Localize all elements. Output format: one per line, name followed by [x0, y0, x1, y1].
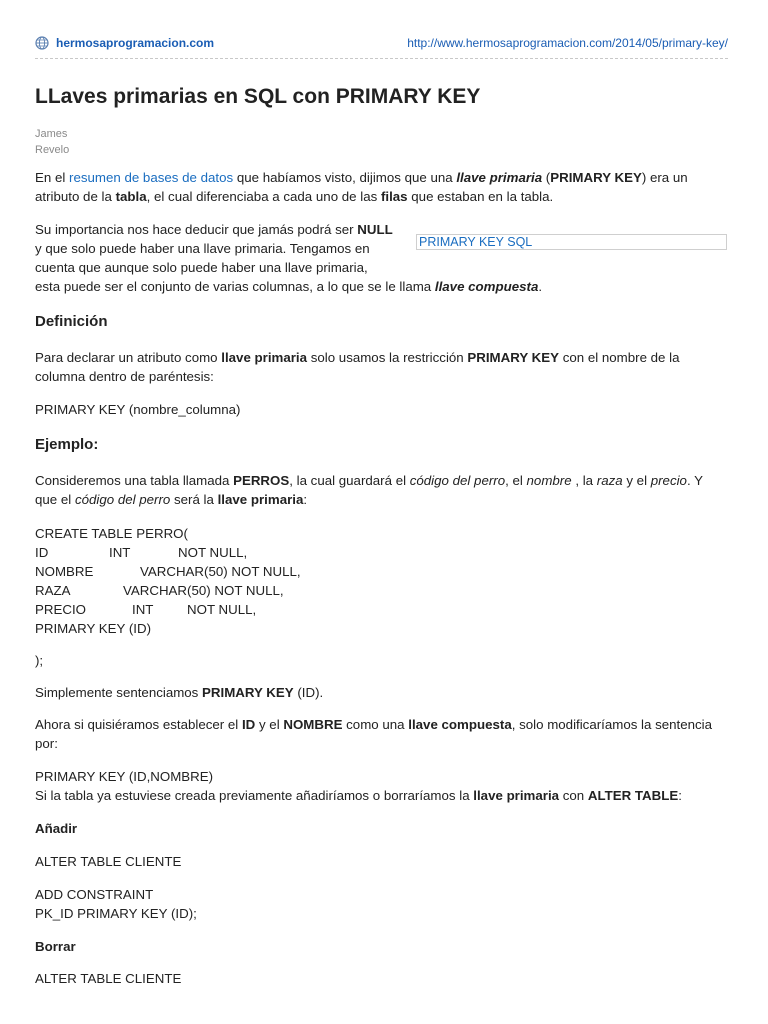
- text: que habíamos visto, dijimos que una: [233, 170, 457, 185]
- code-line: [35, 562, 435, 581]
- text: tabla: [115, 189, 147, 204]
- text: Ahora si quisiéramos establecer el: [35, 717, 242, 732]
- text: llave primaria: [473, 788, 560, 803]
- syntax-line: PRIMARY KEY (nombre_columna): [35, 402, 241, 417]
- page-url-link[interactable]: http://www.hermosaprogramacion.com/2014/05/primary-key/: [407, 36, 728, 50]
- author-last-name: Revelo: [35, 144, 70, 156]
- text: , la cual guardará el: [289, 473, 410, 488]
- sentence-paragraph: [35, 683, 323, 702]
- code-text: ID: [35, 545, 49, 560]
- text: cuenta que aunque solo puede haber una llave primaria,: [35, 260, 368, 275]
- add-constraint-code: [35, 885, 197, 923]
- text: :: [678, 788, 682, 803]
- code-line: [35, 581, 435, 600]
- site-link[interactable]: hermosaprogramacion.com: [56, 36, 215, 50]
- header-divider: [35, 58, 728, 59]
- alter-paragraph: [35, 767, 735, 805]
- text: como una: [342, 717, 409, 732]
- text: nombre: [526, 473, 572, 488]
- text: Si la tabla ya estuviese creada previamente añadiríamos o borraríamos la: [35, 788, 474, 803]
- text: llave primaria: [217, 492, 304, 507]
- author-first-name: James: [35, 128, 68, 140]
- text: ALTER TABLE: [587, 788, 679, 803]
- code-line: [35, 524, 435, 543]
- text: por:: [35, 736, 58, 751]
- globe-icon: [35, 36, 49, 50]
- text: PERROS: [233, 473, 290, 488]
- heading-definicion: Definición: [35, 313, 108, 330]
- code-text: NOMBRE: [35, 564, 94, 579]
- text: PRIMARY KEY: [550, 170, 642, 185]
- text: Su importancia nos hace deducir que jamás podrá ser: [35, 222, 358, 237]
- text: , solo modificaríamos la sentencia: [511, 717, 713, 732]
- text: ) era un: [641, 170, 688, 185]
- alter-table-line-2: ALTER TABLE CLIENTE: [35, 971, 182, 986]
- text: que estaban en la tabla.: [407, 189, 554, 204]
- text: llave primaria: [221, 350, 308, 365]
- composite-paragraph: [35, 715, 735, 753]
- code-text: PRIMARY KEY (ID): [35, 621, 152, 636]
- text: NOMBRE: [283, 717, 343, 732]
- text: (ID).: [293, 685, 324, 700]
- text: llave primaria: [456, 170, 543, 185]
- heading-ejemplo: Ejemplo:: [35, 436, 99, 453]
- heading-borrar: Borrar: [35, 939, 76, 954]
- code-text: CREATE TABLE PERRO(: [35, 526, 188, 541]
- code-text: PK_ID PRIMARY KEY (ID);: [35, 906, 197, 921]
- text: atributo de la: [35, 189, 116, 204]
- text: solo usamos la restricción: [307, 350, 468, 365]
- code-text: INT: [109, 545, 131, 560]
- code-line: [35, 600, 435, 619]
- text: con el nombre de la: [559, 350, 680, 365]
- author: [35, 126, 69, 158]
- code-text: ADD CONSTRAINT: [35, 887, 154, 902]
- image-placeholder: [416, 234, 727, 250]
- text: código del perro: [409, 473, 506, 488]
- alter-table-line: ALTER TABLE CLIENTE: [35, 854, 182, 869]
- create-table-code: [35, 524, 435, 638]
- resumen-link[interactable]: resumen de bases de datos: [69, 170, 234, 185]
- text: , el: [505, 473, 527, 488]
- text: y el: [622, 473, 651, 488]
- text: , la: [571, 473, 597, 488]
- text: :: [303, 492, 308, 507]
- text: .: [538, 279, 543, 294]
- text: (: [542, 170, 551, 185]
- text: filas: [380, 189, 408, 204]
- intro-paragraph: [35, 168, 725, 206]
- code-line: [35, 619, 435, 638]
- text: y el: [255, 717, 284, 732]
- article-title: LLaves primarias en SQL con PRIMARY KEY: [35, 85, 481, 108]
- code-close-line: );: [35, 653, 44, 668]
- text: PRIMARY KEY: [467, 350, 560, 365]
- code-text: INT: [132, 602, 154, 617]
- text: que el: [35, 492, 75, 507]
- text: esta puede ser el conjunto de varias columnas, a lo que se le llama: [35, 279, 435, 294]
- code-text: PRIMARY KEY (ID,NOMBRE): [35, 769, 214, 784]
- text: Consideremos una tabla llamada: [35, 473, 234, 488]
- code-line: [35, 543, 435, 562]
- code-text: NOT NULL,: [178, 545, 248, 560]
- text: código del perro: [74, 492, 171, 507]
- text: columna dentro de paréntesis:: [35, 369, 214, 384]
- code-text: VARCHAR(50) NOT NULL,: [123, 583, 284, 598]
- text: . Y: [686, 473, 703, 488]
- text: PRIMARY KEY: [202, 685, 294, 700]
- text: llave compuesta: [434, 279, 539, 294]
- text: Simplemente sentenciamos: [35, 685, 203, 700]
- text: raza: [596, 473, 623, 488]
- text: llave compuesta: [408, 717, 512, 732]
- code-text: PRECIO: [35, 602, 86, 617]
- text: con: [559, 788, 588, 803]
- importance-paragraph: [35, 220, 735, 296]
- definition-paragraph: [35, 348, 725, 386]
- text: En el: [35, 170, 70, 185]
- example-paragraph: [35, 471, 735, 509]
- code-text: RAZA: [35, 583, 71, 598]
- heading-anadir: Añadir: [35, 821, 78, 836]
- text: ID: [241, 717, 256, 732]
- text: será la: [170, 492, 218, 507]
- image-caption-link[interactable]: PRIMARY KEY SQL: [419, 235, 533, 249]
- text: y que solo puede haber una llave primaria. Tengamos en: [35, 241, 370, 256]
- text: , el cual diferenciaba a cada uno de las: [146, 189, 381, 204]
- code-text: NOT NULL,: [187, 602, 257, 617]
- code-text: VARCHAR(50) NOT NULL,: [140, 564, 301, 579]
- page-header: [35, 35, 728, 55]
- text: precio: [650, 473, 687, 488]
- text: NULL: [357, 222, 393, 237]
- text: Para declarar un atributo como: [35, 350, 222, 365]
